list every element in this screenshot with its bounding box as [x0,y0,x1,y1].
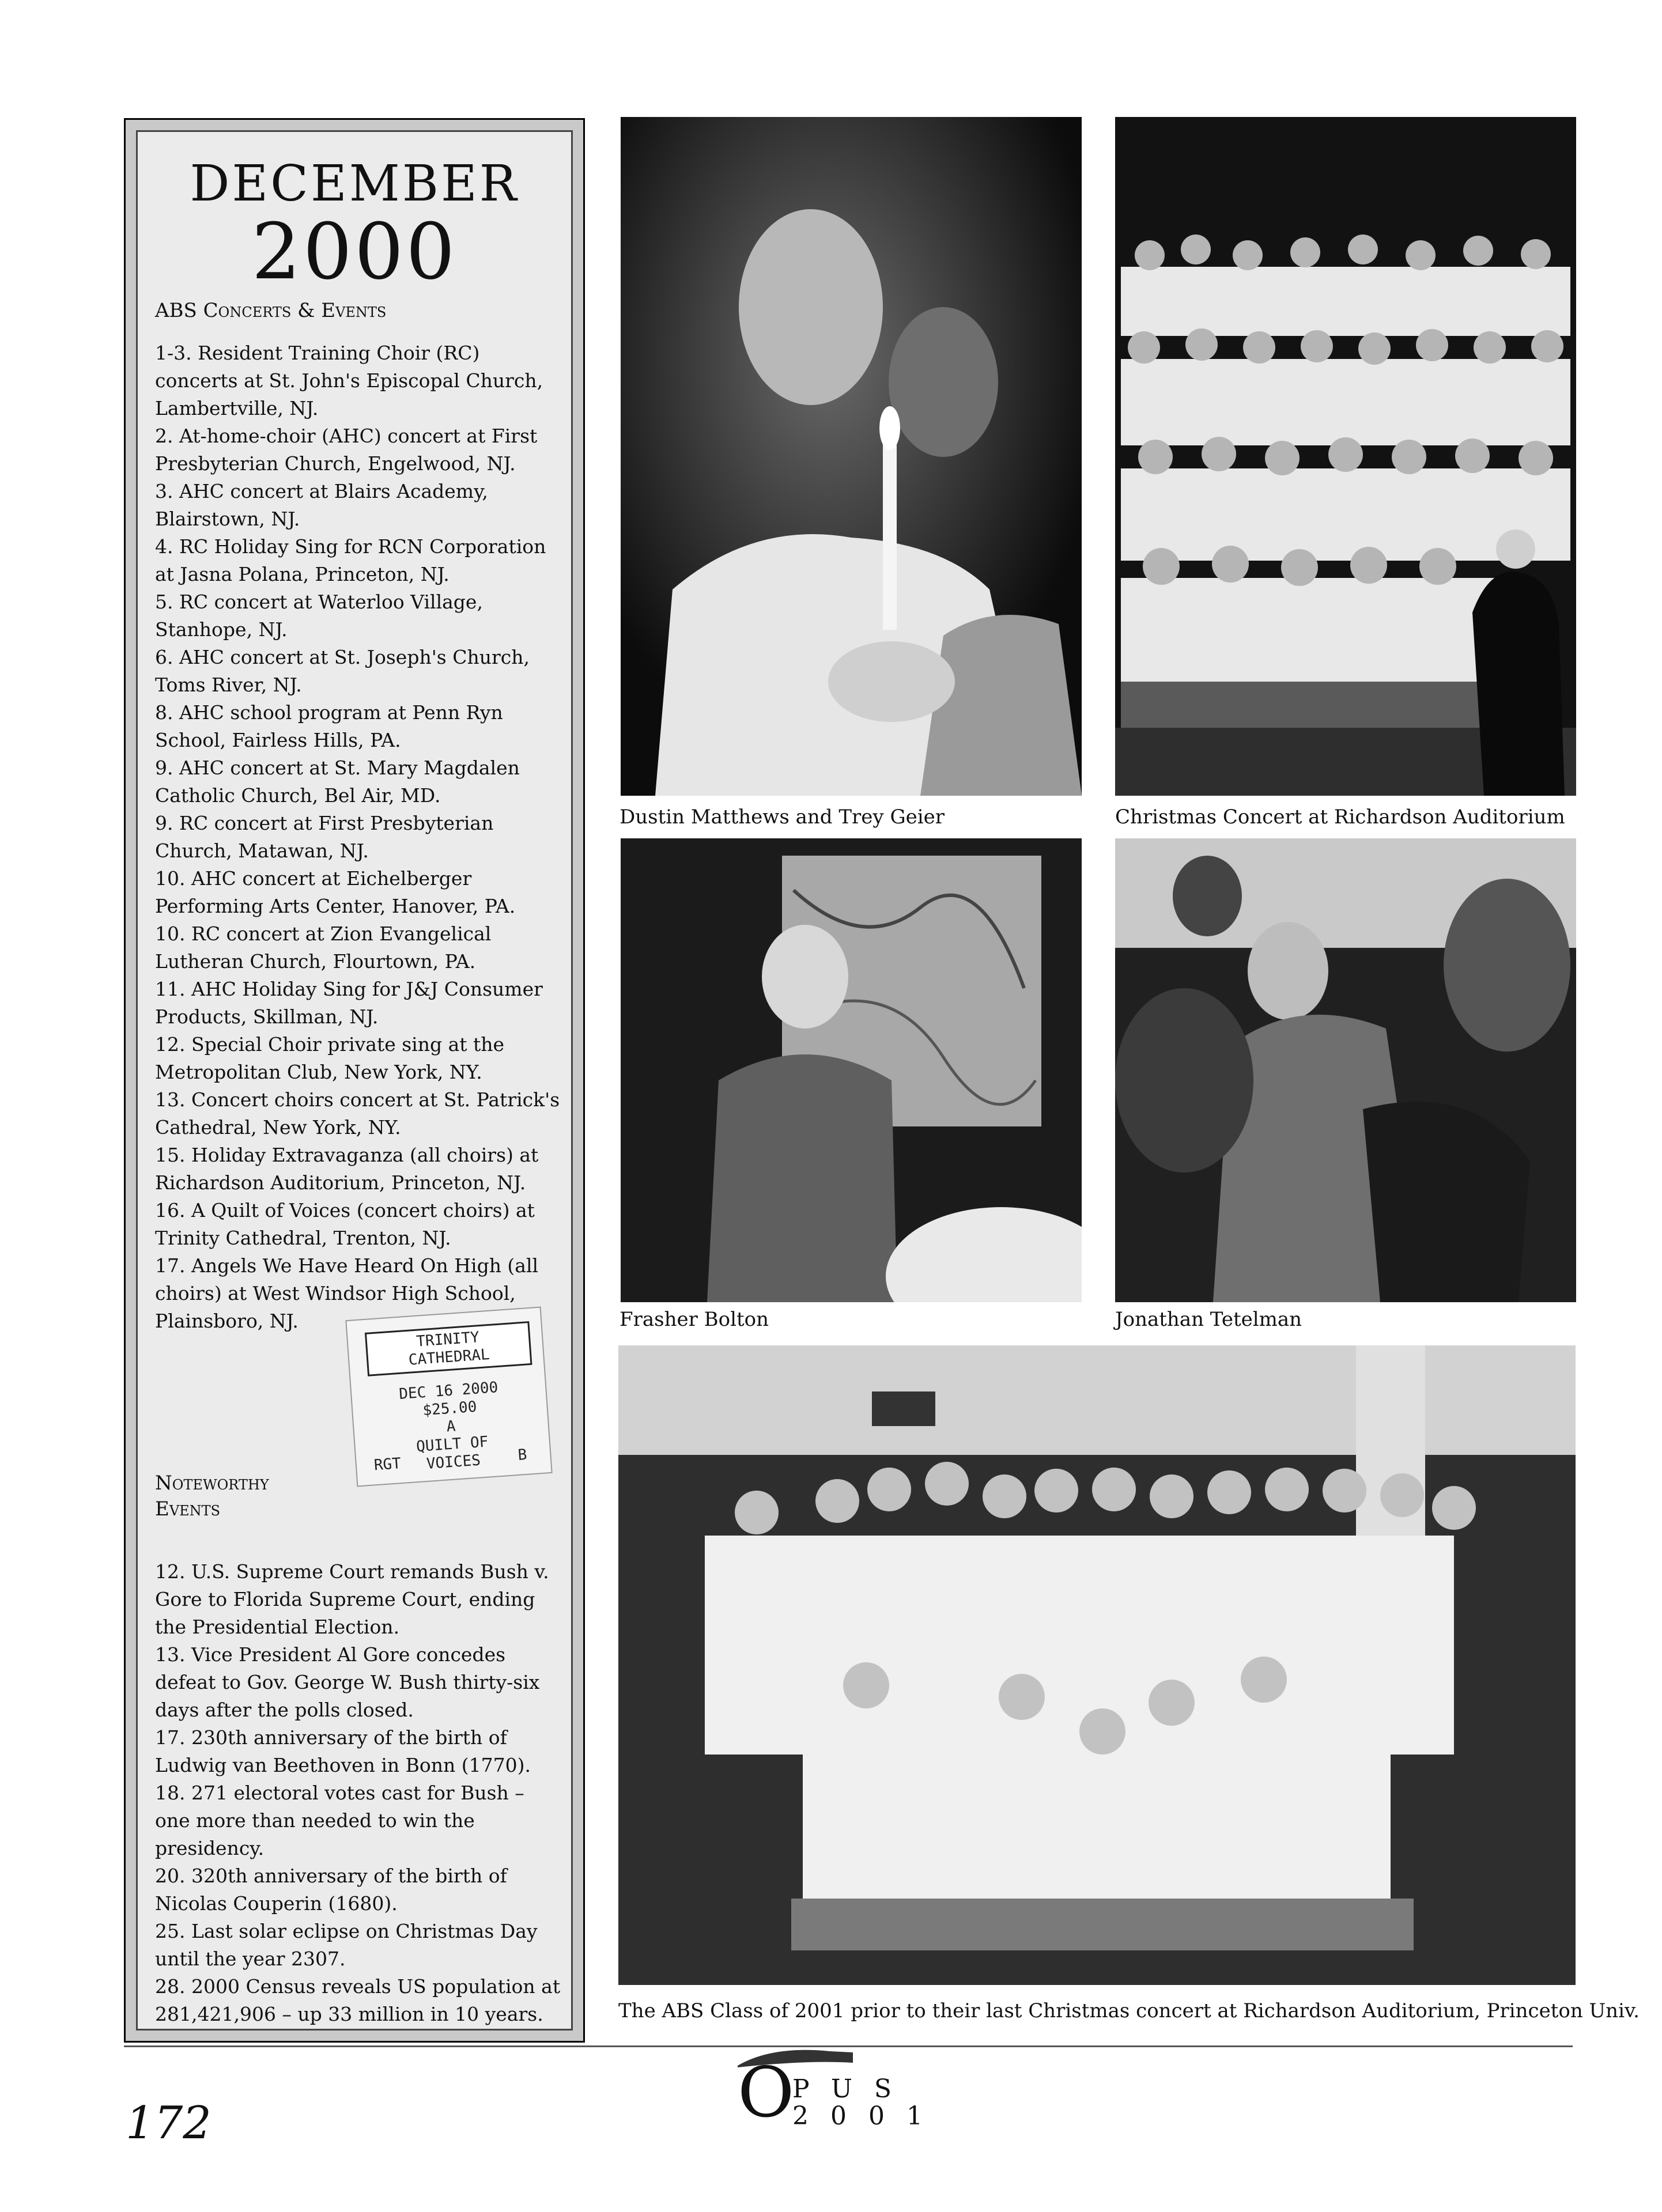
noteworthy-list [155,1558,563,2028]
ticket-row: B [517,1446,528,1464]
list-item: 13. Vice President Al Gore concedes defeat to Gov. George W. Bush thirty-six days after the polls closed. [155,1643,540,1721]
list-item: 13. Concert choirs concert at St. Patrick's Cathedral, New York, NY. [155,1088,560,1139]
list-item: 12. Special Choir private sing at the Metropolitan Club, New York, NY. [155,1033,505,1083]
list-item: 17. Angels We Have Heard On High (all choirs) at West Windsor High School, Plainsboro, NJ. [155,1254,539,1332]
photo-caption-1: Dustin Matthews and Trey Geier [620,806,945,829]
list-item: 15. Holiday Extravaganza (all choirs) at Richardson Auditorium, Princeton, NJ. [155,1144,539,1194]
list-item: 5. RC concert at Waterloo Village, Stanhope, NJ. [155,591,483,641]
photo-frasher-bolton [621,838,1082,1302]
ticket-show-2: VOICES [426,1451,481,1473]
ticket-price: $25.00 [422,1398,478,1420]
photo-christmas-concert-image [1115,117,1576,796]
photo-caption-3: Frasher Bolton [620,1308,769,1331]
page-number: 172 [126,2097,211,2149]
logo-o: O [738,2053,795,2133]
list-item: 10. RC concert at Zion Evangelical Lutheran Church, Flourtown, PA. [155,922,492,973]
photo-frasher-bolton-image [621,838,1082,1302]
list-item: 9. RC concert at First Presbyterian Church, Matawan, NJ. [155,812,494,862]
list-item: 8. AHC school program at Penn Ryn School, Fairless Hills, PA. [155,701,503,751]
calendar-sidebar-inner [136,130,573,2030]
list-item: 12. U.S. Supreme Court remands Bush v. Gore to Florida Supreme Court, ending the Presidential Election. [155,1560,549,1638]
photo-jonathan-tetelman [1115,838,1576,1302]
photo-caption-2: Christmas Concert at Richardson Auditorium [1115,806,1565,829]
photo-class-of-2001-image [618,1345,1576,1985]
list-item: 18. 271 electoral votes cast for Bush – one more than needed to win the presidency. [155,1782,524,1859]
list-item: 6. AHC concert at St. Joseph's Church, Toms River, NJ. [155,646,530,696]
list-item: 9. AHC concert at St. Mary Magdalen Catholic Church, Bel Air, MD. [155,757,520,807]
list-item: 20. 320th anniversary of the birth of Nicolas Couperin (1680). [155,1865,507,1915]
photo-jonathan-tetelman-image [1115,838,1576,1302]
list-item: 28. 2000 Census reveals US population at 281,421,906 – up 33 million in 10 years. [155,1975,561,2025]
logo-title: PUS [792,2074,914,2104]
month-heading: DECEMBER [190,155,519,213]
list-item: 1-3. Resident Training Choir (RC) concerts at St. John's Episcopal Church, Lambertville, NJ. [155,342,543,419]
concert-ticket-stub [345,1306,552,1487]
ticket-show-1: QUILT OF [416,1433,489,1456]
noteworthy-heading-2: Events [155,1498,221,1521]
logo-year: 2001 [792,2101,945,2131]
list-item: 3. AHC concert at Blairs Academy, Blairstown, NJ. [155,480,488,530]
year-heading: 2000 [251,207,458,297]
list-item: 17. 230th anniversary of the birth of Ludwig van Beethoven in Bonn (1770). [155,1726,531,1776]
list-item: 4. RC Holiday Sing for RCN Corporation at Jasna Polana, Princeton, NJ. [155,535,546,585]
noteworthy-heading-1: Noteworthy [155,1472,269,1495]
ticket-date: DEC 16 2000 [398,1379,499,1403]
opus-2001-logo [738,2048,945,2135]
ticket-venue: TRINITY CATHEDRAL [365,1321,532,1377]
calendar-sidebar [124,118,585,2043]
photo-candle-singers-image [621,117,1082,796]
list-item: 2. At-home-choir (AHC) concert at First Presbyterian Church, Engelwood, NJ. [155,425,538,475]
concerts-heading: ABS Concerts & Events [155,299,387,322]
photo-christmas-concert [1115,117,1576,796]
list-item: 25. Last solar eclipse on Christmas Day until the year 2307. [155,1920,538,1970]
photo-caption-5: The ABS Class of 2001 prior to their last Christmas concert at Richardson Auditorium, Princeton Univ. [618,1999,1640,2022]
photo-candle-singers [621,117,1082,796]
list-item: 10. AHC concert at Eichelberger Performing Arts Center, Hanover, PA. [155,867,516,917]
photo-caption-4: Jonathan Tetelman [1115,1308,1302,1331]
photo-class-of-2001 [618,1345,1576,1985]
list-item: 16. A Quilt of Voices (concert choirs) at Trinity Cathedral, Trenton, NJ. [155,1199,535,1249]
ticket-section: A [445,1417,456,1436]
list-item: 11. AHC Holiday Sing for J&J Consumer Products, Skillman, NJ. [155,978,543,1028]
concerts-list [155,339,563,1335]
ticket-rgt: RGT [373,1455,402,1474]
